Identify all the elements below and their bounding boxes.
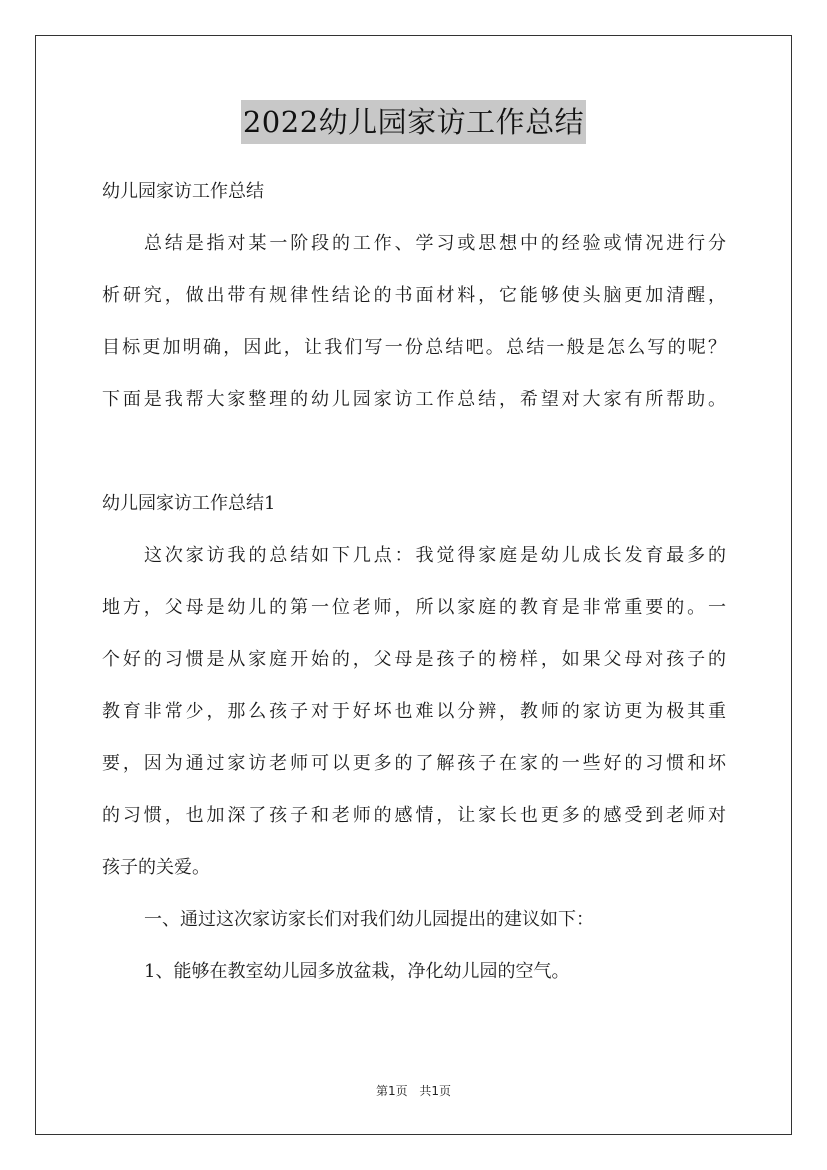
paragraph-line: 地方，父母是幼儿的第一位老师，所以家庭的教育是非常重要的。一 (102, 597, 726, 618)
section-heading: 幼儿园家访工作总结 (102, 181, 264, 202)
paragraph-line: 的习惯，也加深了孩子和老师的感情，让家长也更多的感受到老师对 (102, 805, 726, 826)
paragraph-line: 要，因为通过家访老师可以更多的了解孩子在家的一些好的习惯和坏 (102, 753, 726, 774)
page-footer (0, 1082, 827, 1099)
title-area (0, 100, 827, 144)
paragraph-line: 教育非常少，那么孩子对于好坏也难以分辨，教师的家访更为极其重 (102, 701, 726, 722)
section-heading: 幼儿园家访工作总结1 (102, 493, 276, 514)
document-body (102, 170, 726, 1002)
paragraph-line: 目标更加明确，因此，让我们写一份总结吧。总结一般是怎么写的呢？ (102, 337, 726, 358)
paragraph-line: 总结是指对某一阶段的工作、学习或思想中的经验或情况进行分 (144, 233, 726, 254)
page-total: 共1页 (419, 1084, 452, 1098)
paragraph-line: 这次家访我的总结如下几点：我觉得家庭是幼儿成长发育最多的 (144, 545, 726, 566)
list-item: 1、能够在教室幼儿园多放盆栽，净化幼儿园的空气。 (144, 961, 570, 982)
paragraph-line: 下面是我帮大家整理的幼儿园家访工作总结，希望对大家有所帮助。 (102, 389, 726, 410)
page-number: 第1页 (375, 1084, 408, 1098)
document-title: 2022幼儿园家访工作总结 (241, 100, 586, 144)
paragraph-line: 析研究，做出带有规律性结论的书面材料，它能够使头脑更加清醒， (102, 285, 726, 306)
list-heading: 一、通过这次家访家长们对我们幼儿园提出的建议如下： (144, 909, 594, 930)
paragraph-line: 孩子的关爱。 (102, 857, 210, 878)
paragraph-line: 个好的习惯是从家庭开始的，父母是孩子的榜样，如果父母对孩子的 (102, 649, 726, 670)
blank-line (102, 430, 726, 482)
